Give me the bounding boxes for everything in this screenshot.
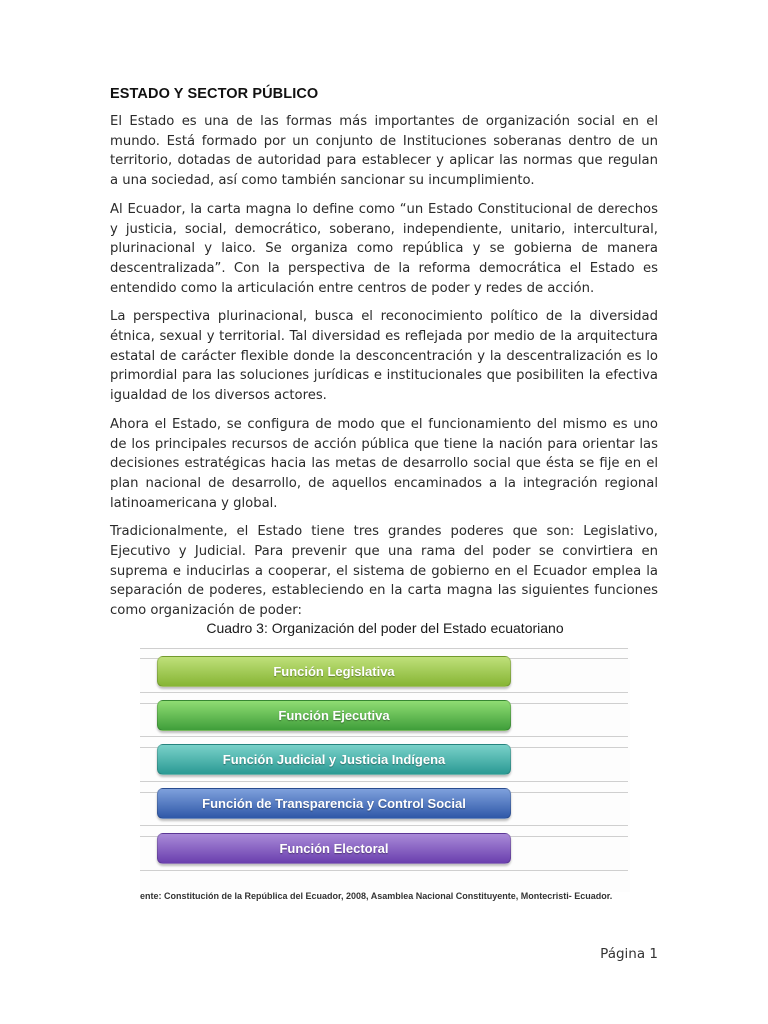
divider-line [140, 736, 628, 737]
function-transparencia-bar: Función de Transparencia y Control Social [157, 788, 511, 819]
paragraph: La perspectiva plurinacional, busca el reconocimiento político de la diversidad étnica, sexual y territorial. Tal diversidad es reflejada por medio de la arquitectura estatal de carácter flexible donde la desconcentración y la descentralización es lo primordial para las soluciones jurídicas e institucionales que posibiliten la efectiva igualdad de los diversos actores. [110, 309, 658, 404]
document-title: ESTADO Y SECTOR PÚBLICO [110, 86, 319, 102]
figure-source: ente: Constitución de la República del Ecuador, 2008, Asamblea Nacional Constituyente, Montecristi- Ecuador. [140, 891, 613, 901]
power-organization-figure [140, 618, 630, 908]
paragraph: Al Ecuador, la carta magna lo define como “un Estado Constitucional de derechos y justicia, social, democrático, soberano, independiente, unitario, intercultural, plurinacional y laico. Se organiza como república y se gobierna de manera descentralizada”. Con la perspectiva de la reforma democrática el Estado es entendido como la articulación entre centros de poder y redes de acción. [110, 201, 658, 296]
paragraph: El Estado es una de las formas más importantes de organización social en el mundo. Está formado por un conjunto de Instituciones soberanas dentro de un territorio, dotadas de autoridad para establecer y aplicar las normas que regulan a una sociedad, así como también sancionar su incumplimiento. [110, 114, 658, 189]
figure-caption: Cuadro 3: Organización del poder del Estado ecuatoriano [206, 620, 564, 636]
paragraph: Tradicionalmente, el Estado tiene tres grandes poderes que son: Legislativo, Ejecutivo y Judicial. Para prevenir que una rama del poder se convirtiera en suprema e inducirlas a cooperar, el sistema de gobierno en el Ecuador emplea la separación de poderes, estableciendo en la carta magna las siguientes funciones como organización de poder: [110, 524, 658, 619]
divider-line [140, 825, 628, 826]
function-electoral-bar: Función Electoral [157, 833, 511, 864]
divider-line [140, 692, 628, 693]
paragraph: Ahora el Estado, se configura de modo que el funcionamiento del mismo es uno de los principales recursos de acción pública que tiene la nación para orientar las decisiones estratégicas hacia las metas de desarrollo social que ésta se fije en el plan nacional de desarrollo, de aquellos encaminados a la integración regional latinoamericana y global. [110, 416, 658, 511]
body-text [110, 112, 658, 630]
divider-line [140, 648, 628, 649]
function-judicial-bar: Función Judicial y Justicia Indígena [157, 744, 511, 775]
page-number: Página 1 [600, 946, 658, 962]
divider-line [140, 781, 628, 782]
power-diagram [140, 648, 630, 892]
function-ejecutiva-bar: Función Ejecutiva [157, 700, 511, 731]
divider-line [140, 870, 628, 871]
function-legislativa-bar: Función Legislativa [157, 656, 511, 687]
